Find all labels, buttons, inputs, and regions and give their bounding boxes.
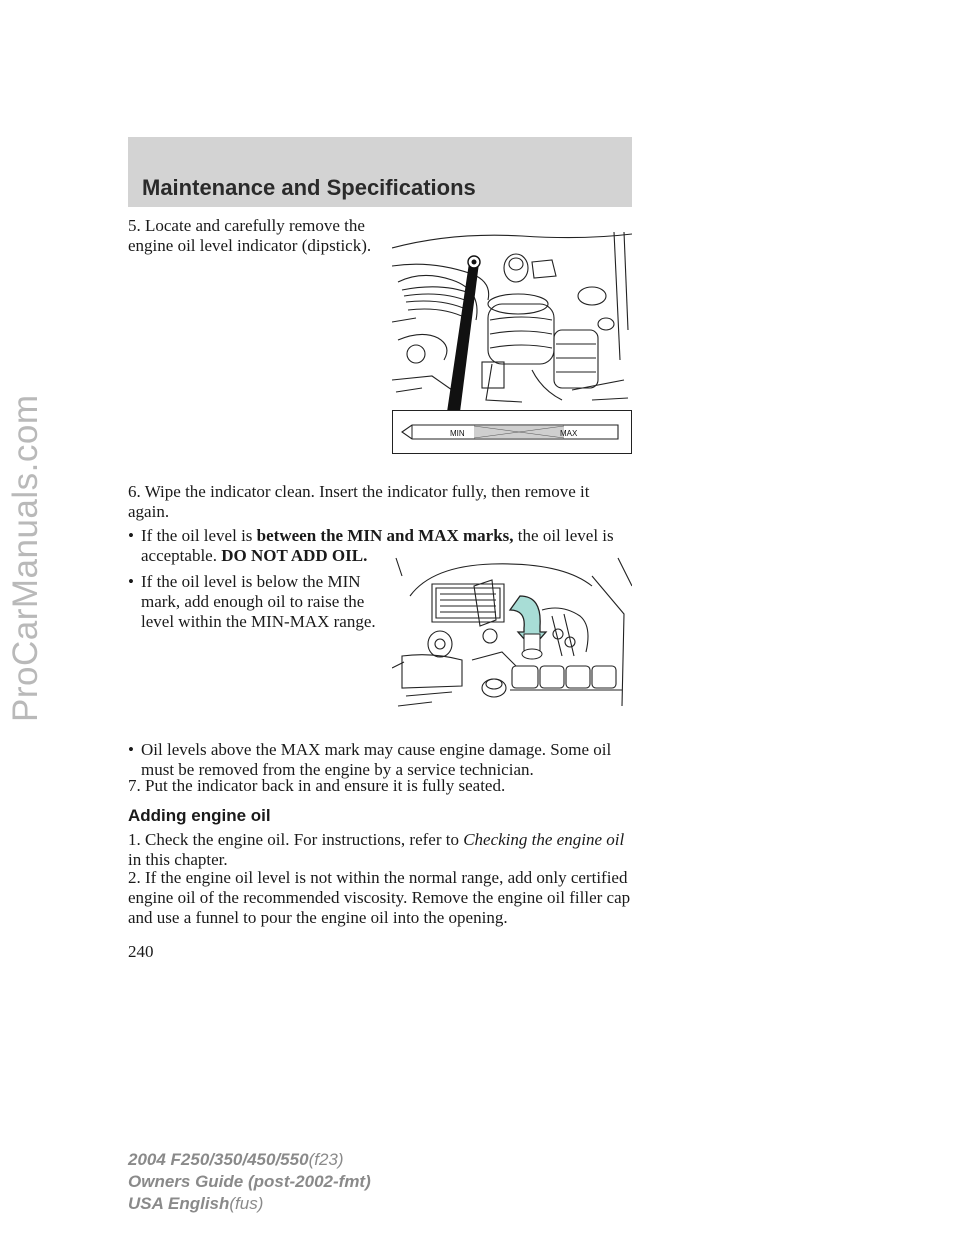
adding-oil-step-1: 1. Check the engine oil. For instructions, refer to Checking the engine oil in this chapter.	[128, 830, 625, 869]
dipstick-max-label: MAX	[560, 429, 578, 438]
step-6-text: 6. Wipe the indicator clean. Insert the indicator fully, then remove it again.	[128, 482, 590, 521]
page-number: 240	[128, 942, 154, 961]
section-header	[128, 137, 632, 207]
engine-filler-drawing	[392, 556, 632, 716]
engine-dipstick-drawing	[392, 230, 632, 454]
step-7-text: 7. Put the indicator back in and ensure it is fully seated.	[128, 776, 506, 795]
bullet-oil-level-low: • If the oil level is below the MIN mark, add enough oil to raise the level within the MIN-MAX range.	[128, 572, 376, 631]
bullet-oil-level-high: • Oil levels above the MAX mark may cause engine damage. Some oil must be removed from the engine by a service technician.	[128, 740, 612, 779]
dipstick-min-label: MIN	[450, 429, 465, 438]
adding-oil-step-2: 2. If the engine oil level is not within the normal range, add only certified engine oil of the recommended viscosity. Remove the engine oil filler cap and use a funnel to pour the engine oil into the opening.	[128, 868, 631, 927]
watermark: ProCarManuals.com	[6, 394, 45, 722]
bullet-icon: •	[128, 572, 134, 591]
bullet-oil-level-ok: • If the oil level is between the MIN and MAX marks, the oil level is acceptable. DO NOT ADD OIL.	[128, 526, 614, 565]
section-heading-adding-oil: Adding engine oil	[128, 806, 271, 825]
page-title: Maintenance and Specifications	[142, 175, 476, 200]
bullet-icon: •	[128, 526, 134, 545]
oil-filler-illustration	[392, 556, 632, 716]
step-5-text: 5. Locate and carefully remove the engine oil level indicator (dipstick).	[128, 216, 372, 255]
bullet-icon: •	[128, 740, 134, 759]
dipstick-location-illustration	[392, 230, 632, 454]
document-footer: 2004 F250/350/450/550(f23) Owners Guide (post-2002-fmt) USA English(fus)	[128, 1150, 371, 1213]
